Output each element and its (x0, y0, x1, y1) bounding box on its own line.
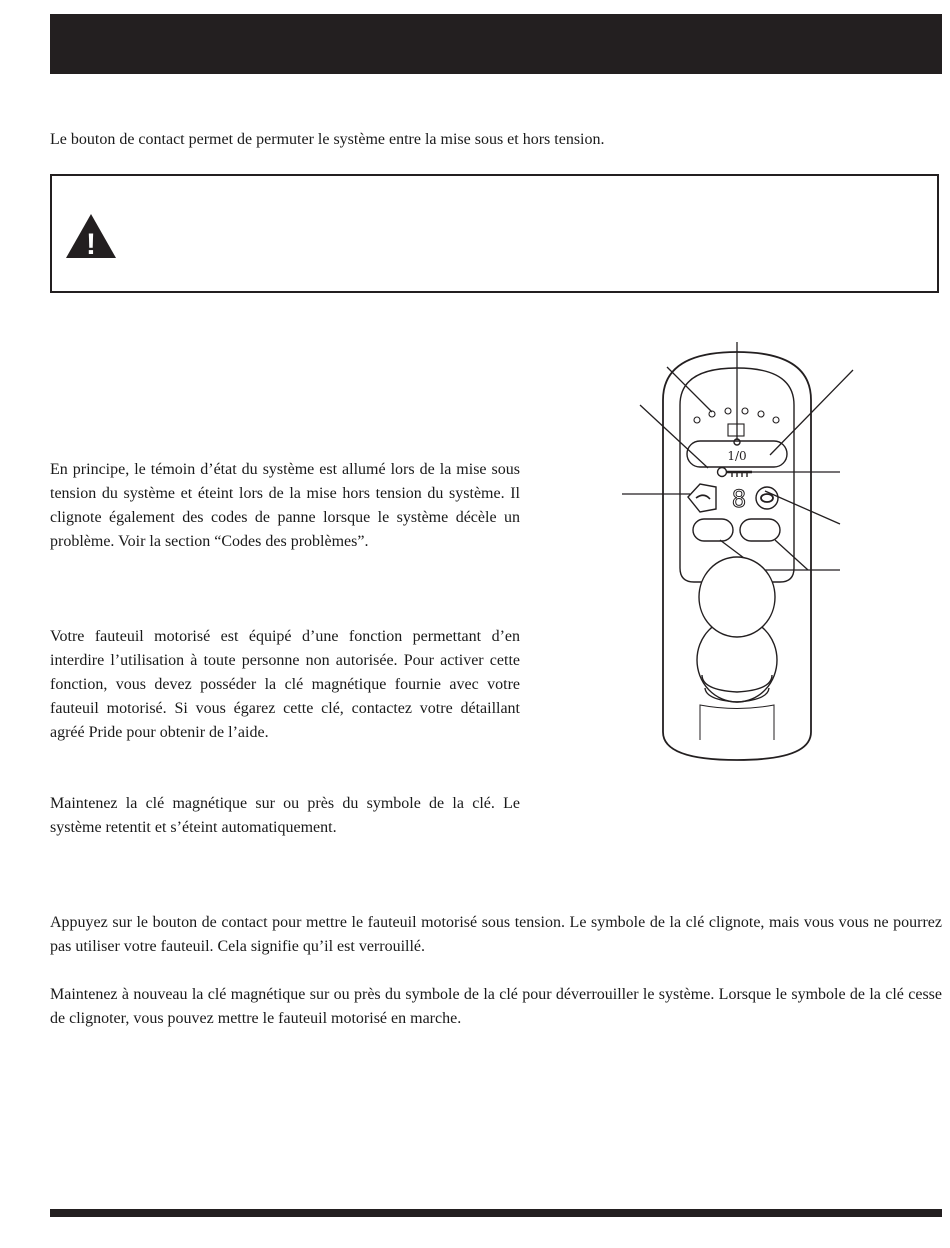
intro-paragraph: Le bouton de contact permet de permuter le système entre la mise sous et hors tension. (50, 131, 605, 148)
lock-function-paragraph: Votre fauteuil motorisé est équipé d’une fonction permettant d’en interdire l’utilisation à toute personne non autorisée. Pour activer cette fonction, vous devez posséder la clé magnétique fournie avec votre fauteuil motorisé. Si vous égarez cette clé, contactez votre détaillant agréé Pride pour obtenir de l’aide. (50, 628, 520, 741)
battery-icon (728, 424, 744, 436)
horn-button (756, 487, 778, 509)
header-bar (50, 14, 942, 74)
joystick (697, 557, 777, 702)
right-light-button (740, 519, 780, 541)
warning-box (50, 174, 939, 293)
horn-icon (761, 494, 773, 502)
warning-triangle-icon (65, 212, 117, 260)
status-indicator-paragraph: En principe, le témoin d’état du système est allumé lors de la mise sous tension du système et éteint lors de la mise hors tension du système. Il clignote également des codes de panne lorsque le système décèle un problème. Voir la section “Codes des problèmes”. (50, 461, 520, 550)
joystick-controller-illustration (620, 340, 860, 770)
key-icon (718, 468, 753, 478)
footer-bar (50, 1209, 942, 1217)
power-button-label: 1/0 (727, 449, 747, 463)
speed-icon (696, 495, 710, 499)
speed-button (688, 484, 716, 512)
left-light-button (693, 519, 733, 541)
key-hold-paragraph: Maintenez la clé magnétique sur ou près du symbole de la clé. Le système retentit et s’éteint automatiquement. (50, 795, 520, 836)
speed-display-digit: 8 (731, 485, 747, 513)
power-on-paragraph: Appuyez sur le bouton de contact pour mettre le fauteuil motorisé sous tension. Le symbole de la clé clignote, mais vous vous ne pourrez pas utiliser votre fauteuil. Cela signifie qu’il est verrouillé. (50, 914, 942, 955)
unlock-paragraph: Maintenez à nouveau la clé magnétique sur ou près du symbole de la clé pour déverrouiller le système. Lorsque le symbole de la clé cesse de clignoter, vous pouvez mettre le fauteuil motorisé en marche. (50, 986, 942, 1027)
warning-glyph: ! (86, 228, 96, 260)
